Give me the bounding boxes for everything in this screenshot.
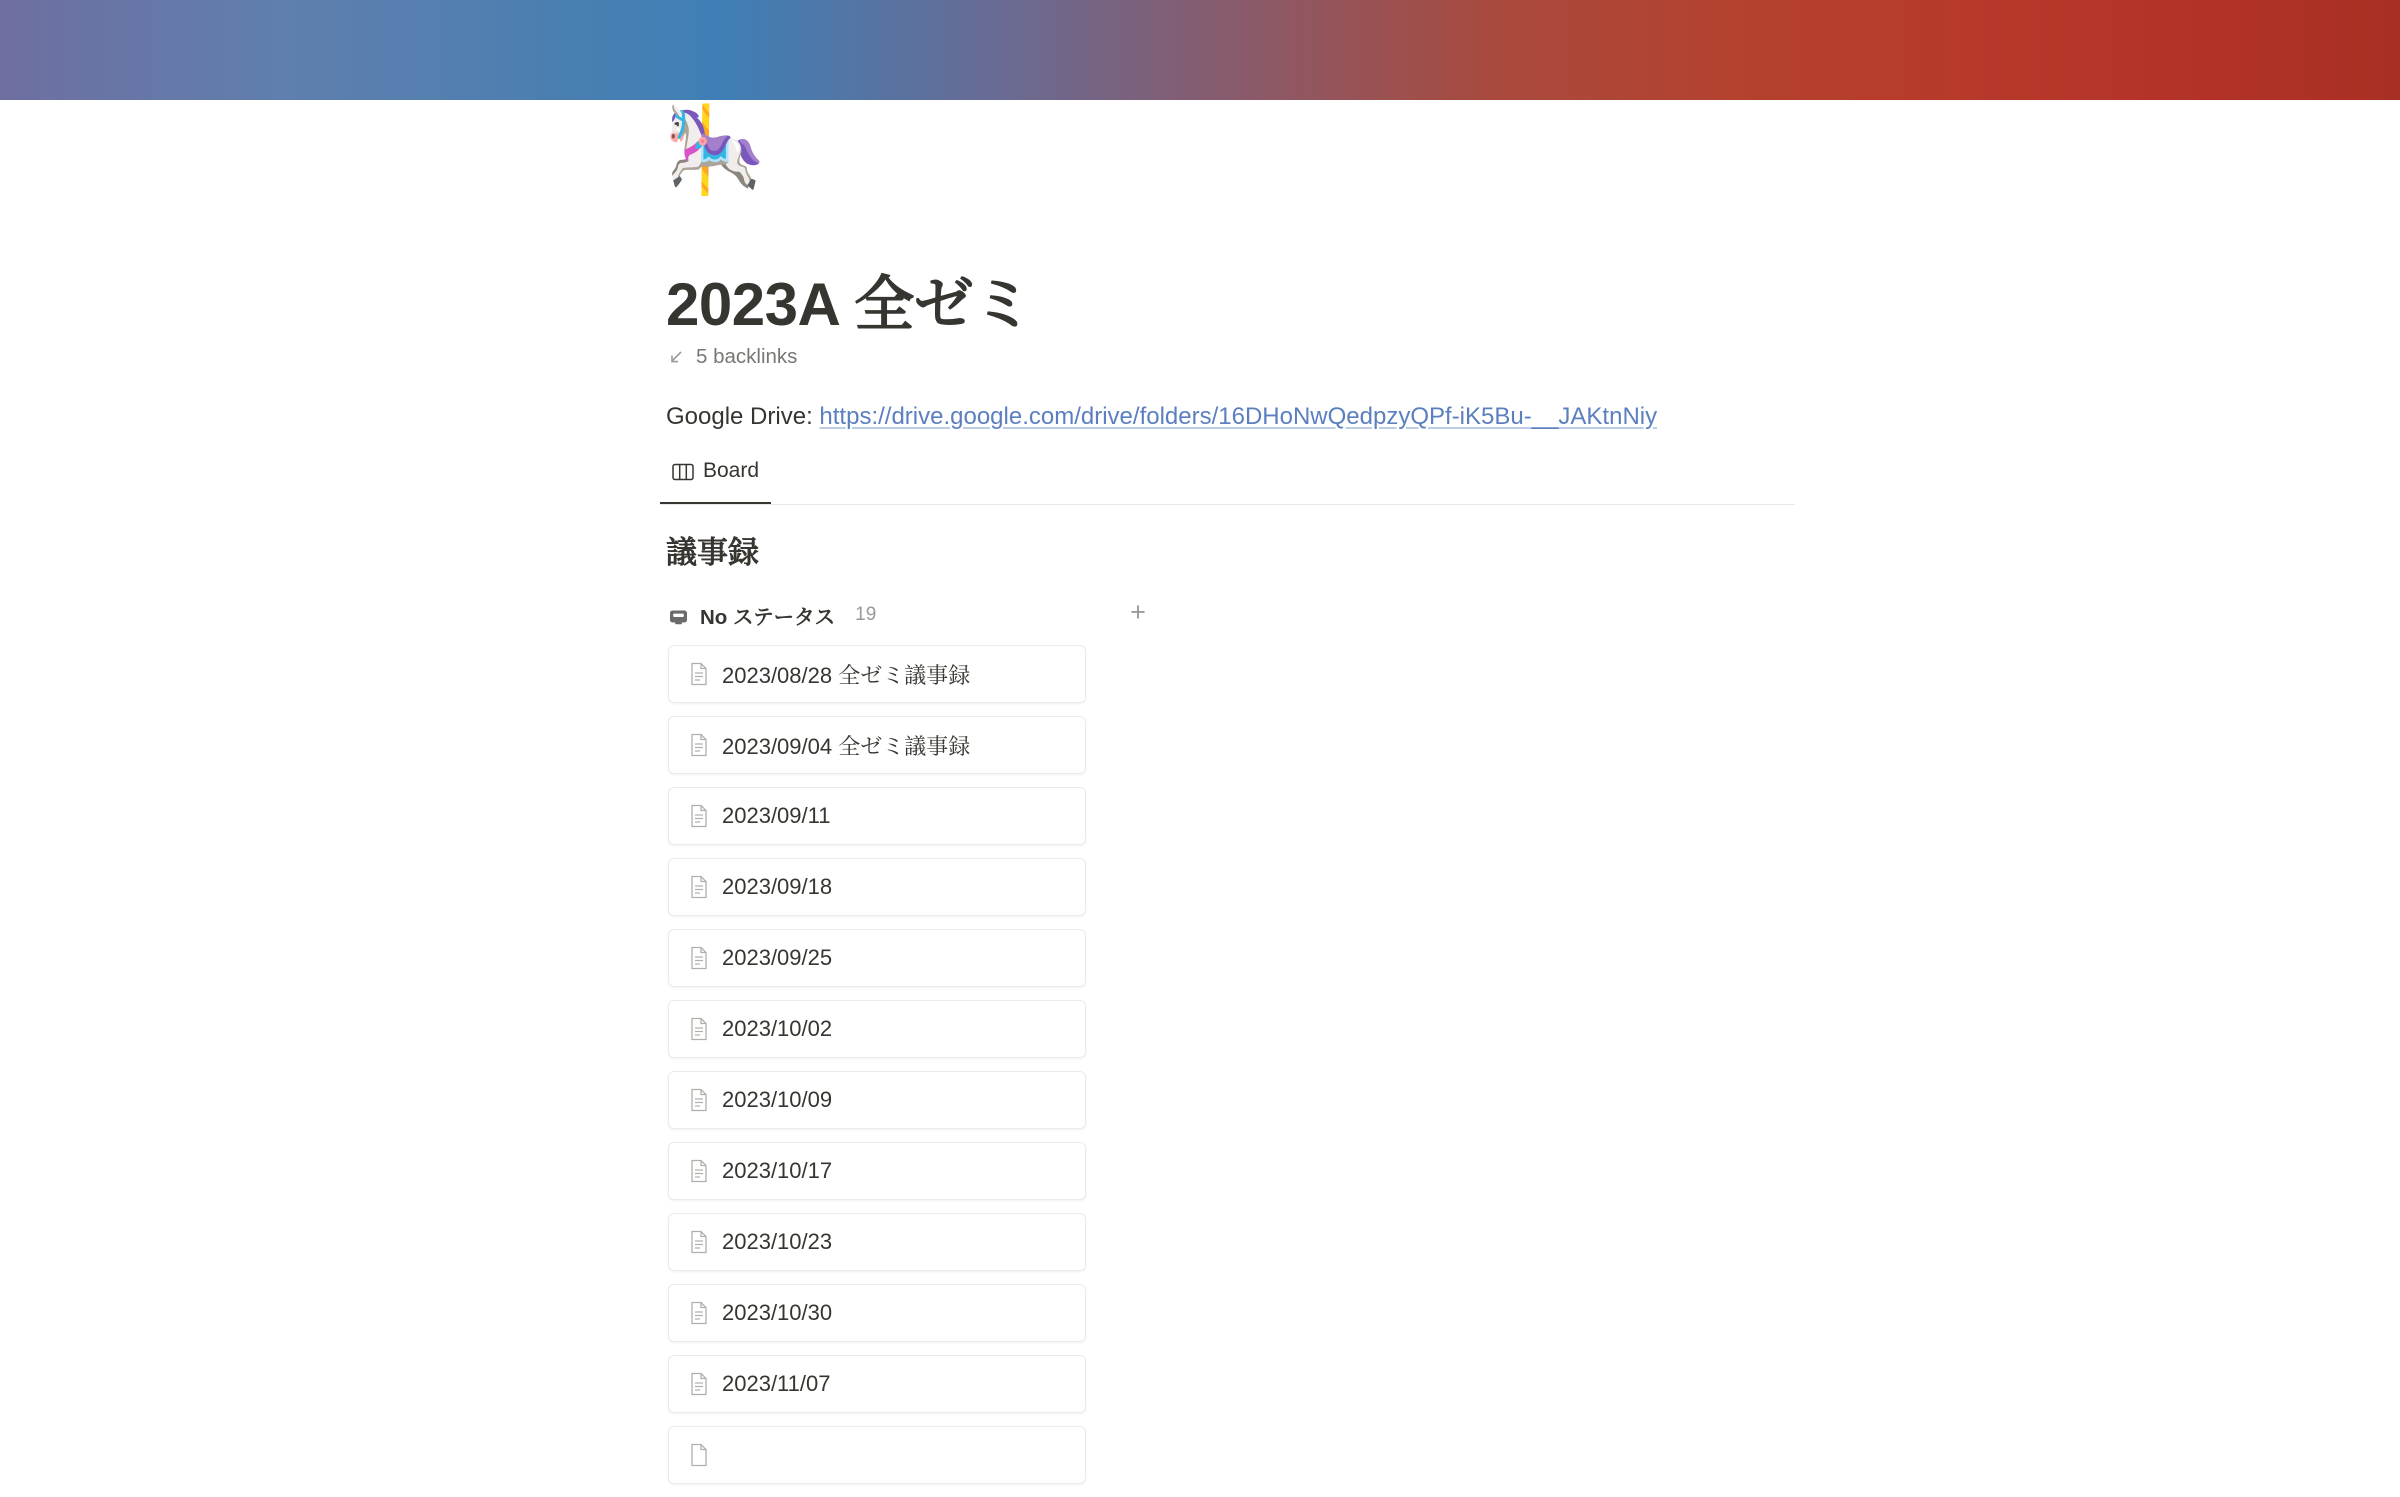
document-icon: [689, 733, 709, 757]
document-icon: [689, 1088, 709, 1112]
board-title: 議事録: [666, 535, 759, 570]
document-icon: [689, 1443, 709, 1467]
list-item[interactable]: [668, 1426, 1086, 1484]
drive-url-link[interactable]: https://drive.google.com/drive/folders/16DHoNwQedpzyQPf-iK5Bu-__JAKtnNiy: [819, 403, 1658, 430]
document-icon: [689, 1017, 709, 1041]
backlink-arrow-icon: [666, 348, 686, 368]
no-status-icon: [668, 606, 689, 627]
backlinks-label: 5 backlinks: [696, 345, 798, 368]
document-icon: [689, 804, 709, 828]
card-title: 2023/11/07: [722, 1371, 831, 1396]
drive-link-paragraph: [666, 403, 1657, 431]
document-icon: [689, 1372, 709, 1396]
backlinks[interactable]: [666, 345, 797, 369]
card-title: 2023/10/09: [722, 1087, 833, 1112]
card-title: 2023/09/18: [722, 874, 833, 899]
board-group-header[interactable]: [668, 597, 1168, 630]
document-icon: [689, 1230, 709, 1254]
document-icon: [689, 662, 709, 686]
group-count: 19: [855, 604, 877, 625]
card-title: 2023/09/11: [722, 803, 831, 828]
list-item[interactable]: [668, 1355, 1086, 1413]
card-title: 2023/10/30: [722, 1300, 833, 1325]
board-card-list: [668, 645, 1088, 1497]
document-icon: [689, 1301, 709, 1325]
view-tab-bar: [660, 448, 1795, 505]
card-title: 2023/10/17: [722, 1158, 833, 1183]
card-title: 2023/09/25: [722, 945, 833, 970]
document-icon: [689, 946, 709, 970]
card-title: 2023/09/04 全ゼミ議事録: [722, 733, 971, 759]
group-name: No ステータス: [700, 606, 836, 629]
card-title: 2023/10/23: [722, 1229, 833, 1254]
page-icon-carousel-horse[interactable]: 🎠: [663, 103, 767, 196]
list-item[interactable]: [668, 1284, 1086, 1342]
list-item[interactable]: [668, 1000, 1086, 1058]
list-item[interactable]: [668, 858, 1086, 916]
list-item[interactable]: [668, 787, 1086, 845]
card-title: 2023/10/02: [722, 1016, 833, 1041]
list-item[interactable]: [668, 1071, 1086, 1129]
document-icon: [689, 1159, 709, 1183]
list-item[interactable]: [668, 716, 1086, 774]
add-card-button[interactable]: +: [1130, 597, 1146, 627]
list-item[interactable]: [668, 1213, 1086, 1271]
card-title: 2023/08/28 全ゼミ議事録: [722, 662, 971, 688]
tab-board[interactable]: [660, 449, 771, 504]
page-title: 2023A 全ゼミ: [666, 271, 1033, 338]
list-item[interactable]: [668, 645, 1086, 703]
list-item[interactable]: [668, 929, 1086, 987]
tab-board-label: Board: [703, 458, 760, 482]
page-cover: [0, 0, 2400, 100]
list-item[interactable]: [668, 1142, 1086, 1200]
board-icon: [672, 463, 694, 481]
document-icon: [689, 875, 709, 899]
drive-label: Google Drive:: [666, 403, 820, 430]
